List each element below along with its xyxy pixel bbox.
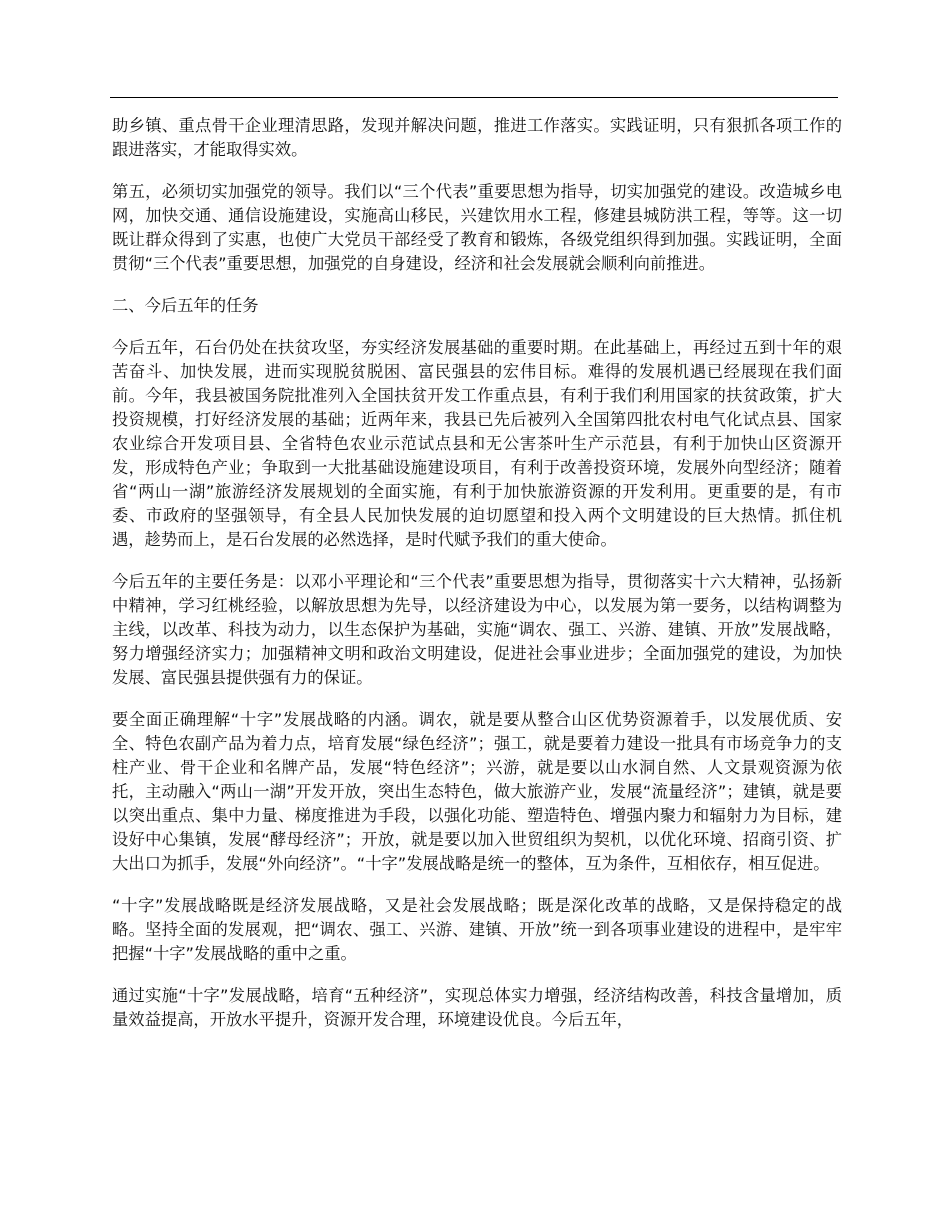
- section-heading: 二、今后五年的任务: [112, 296, 259, 315]
- paragraph-strategy-goals: 通过实施“十字”发展战略，培育“五种经济”，实现总体实力增强，经济结构改善，科技含量增加，质量效益提高，开放水平提升，资源开发合理，环境建设优良。今后五年，: [112, 986, 842, 1029]
- paragraph-continuation: 助乡镇、重点骨干企业理清思路，发现并解决问题，推进工作落实。实践证明，只有狠抓各项工作的跟进落实，才能取得实效。: [112, 116, 842, 159]
- paragraph-fifth-point: 第五，必须切实加强党的领导。我们以“三个代表”重要思想为指导，切实加强党的建设。改造城乡电网，加快交通、通信设施建设，实施高山移民，兴建饮用水工程，修建县城防洪工程，等等。这一切既让群众得到了实惠，也使广大党员干部经受了教育和锻炼，各级党组织得到加强。实践证明，全面贯彻“三个代表”重要思想，加强党的自身建设，经济和社会发展就会顺利向前推进。: [112, 182, 842, 273]
- document-body: [112, 114, 842, 1050]
- paragraph-main-tasks: 今后五年的主要任务是：以邓小平理论和“三个代表”重要思想为指导，贯彻落实十六大精神，弘扬新中精神，学习红桃经验，以解放思想为先导，以经济建设为中心，以发展为第一要务，以结构调整为主线，以改革、科技为动力，以生态保护为基础，实施“调农、强工、兴游、建镇、开放”发展战略，努力增强经济实力；加强精神文明和政治文明建设，促进社会事业进步；全面加强党的建设，为加快发展、富民强县提供强有力的保证。: [112, 572, 842, 687]
- paragraph-strategy-connotation: 要全面正确理解“十字”发展战略的内涵。调农，就是要从整合山区优势资源着手，以发展优质、安全、特色农副产品为着力点，培育发展“绿色经济”；强工，就是要着力建设一批具有市场竞争力的支柱产业、骨干企业和名牌产品，发展“特色经济”；兴游，就是要以山水洞自然、人文景观资源为依托，主动融入“两山一湖”开发开放，突出生态特色，做大旅游产业，发展“流量经济”；建镇，就是要以突出重点、集中力量、梯度推进为手段，以强化功能、塑造特色、增强内聚力和辐射力为目标，建设好中心集镇，发展“酵母经济”；开放，就是要以加入世贸组织为契机，以优化环境、招商引资、扩大出口为抓手，发展“外向经济”。“十字”发展战略是统一的整体，互为条件，互相依存，相互促进。: [112, 710, 842, 873]
- paragraph-opportunities: 今后五年，石台仍处在扶贫攻坚，夯实经济发展基础的重要时期。在此基础上，再经过五到十年的艰苦奋斗、加快发展，进而实现脱贫脱困、富民强县的宏伟目标。难得的发展机遇已经展现在我们面前。今年，我县被国务院批准列入全国扶贫开发工作重点县，有利于我们利用国家的扶贫政策，扩大投资规模，打好经济发展的基础；近两年来，我县已先后被列入全国第四批农村电气化试点县、国家农业综合开发项目县、全省特色农业示范试点县和无公害茶叶生产示范县，有利于加快山区资源开发，形成特色产业；争取到一大批基础设施建设项目，有利于改善投资环境，发展外向型经济；随着省“两山一湖”旅游经济发展规划的全面实施，有利于加快旅游资源的开发利用。更重要的是，有市委、市政府的坚强领导，有全县人民加快发展的迫切愿望和投入两个文明建设的巨大热情。抓住机遇，趁势而上，是石台发展的必然选择，是时代赋予我们的重大使命。: [112, 338, 842, 549]
- header-rule: [110, 97, 838, 98]
- paragraph-strategy-nature: “十字”发展战略既是经济发展战略，又是社会发展战略；既是深化改革的战略，又是保持稳定的战略。坚持全面的发展观，把“调农、强工、兴游、建镇、开放”统一到各项事业建设的进程中，是牢牢把握“十字”发展战略的重中之重。: [112, 896, 842, 963]
